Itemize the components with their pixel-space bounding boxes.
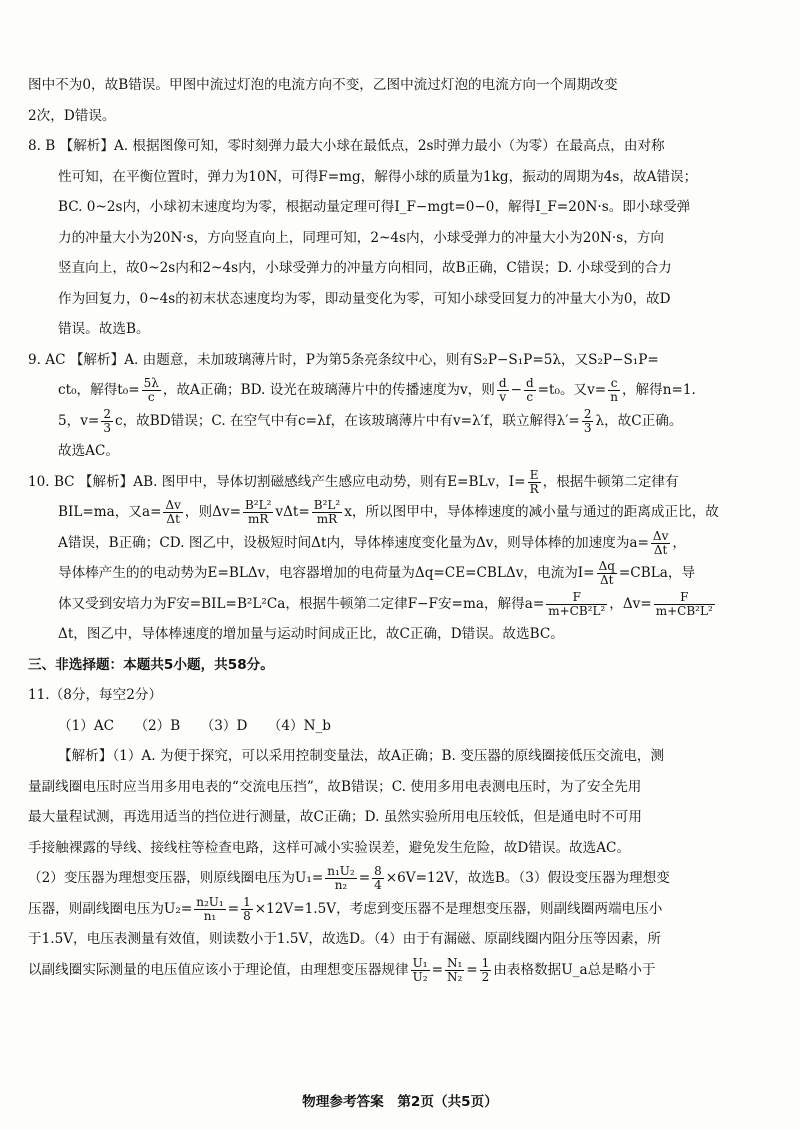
fraction: $\frac{\text{B²L²}}{mR}$ — [244, 498, 272, 526]
answer-line: （1）AC （2）B （3）D （4）N_b — [58, 717, 332, 734]
text-line: Δt，图乙中，导体棒速度的增加量与运动时间成正比，故C正确，D错误。故选BC。 — [58, 626, 564, 642]
text-line: 8. B 【解析】A. 根据图像可知，零时刻弹力最大小球在最低点，2s时弹力最小（为零）在最高点，由对称 — [28, 138, 665, 154]
text-line: 于1.5V，电压表测量有效值，则读数小于1.5V，故选D。（4）由于有漏磁、原副线圈内阻分压等因素，所 — [28, 931, 661, 947]
text-line: A错误，B正确；CD. 图乙中，设极短时间Δt内，导体棒速度变化量为Δv，则导体棒的加速度为a= $\frac{\Delta v}{\Delta t}$ ， — [58, 528, 686, 557]
fraction: $\frac{c}{n}$ — [610, 376, 618, 404]
text-line: 最大量程试测，再选用适当的挡位进行测量，故C正确；D. 虽然实验所用电压较低，但是通电时不可用 — [28, 809, 642, 825]
fraction: $\frac{1}{2}$ — [481, 955, 490, 984]
fraction: $\frac{F}{\text{m+CB²L²}}$ — [548, 589, 606, 618]
text-line: 压器，则副线圈电压为U₂= $\frac{\text{n₂U₁}}{\text{n₁}}$ = $\frac{1}{8}$ ×12V=1.5V，考虑到变压器不是理想变压器，则副线圈两端电压小 — [28, 894, 663, 923]
fraction: $\frac{1}{8}$ — [243, 894, 251, 923]
text-line: 作为回复力，0~4s的初末状态速度均为零，即动量变化为零，可知小球受回复力的冲量大小为0，故D — [58, 290, 671, 307]
text-line: BIL=ma，又a= $\frac{\Delta v}{\Delta t}$ ，则Δv= $\frac{\text{B²L²}}{mR}$ vΔt= $\frac{\text{B²L²}}{mR}$ x，所以图甲中，导体棒速度的减小量与通过的距离成正比，故 — [58, 498, 719, 526]
fraction: $\frac{\text{n₂U₁}}{\text{n₁}}$ — [196, 894, 224, 923]
text-line: 手接触裸露的导线、接线柱等检查电路，这样可减小实验误差，避免发生危险，故D错误。故选AC。 — [28, 839, 631, 856]
text-line: 性可知，在平衡位置时，弹力为10N，可得F=mg，解得小球的质量为1kg，振动的周期为4s，故A错误； — [58, 168, 698, 185]
fraction: $\frac{\Delta q}{\Delta t}$ — [598, 559, 615, 587]
text-line: 以副线圈实际测量的电压值应该小于理论值，由理想变压器规律 $\frac{\text{U₁}}{\text{U₂}}$ = $\frac{\text{N₁}}{\text{N₂}}$ = $\frac{1}{2}$ 由表格数据U_a总是略小于 — [28, 955, 656, 984]
text-line: 图中不为0，故B错误。甲图中流过灯泡的电流方向不变，乙图中流过灯泡的电流方向一个周期改变 — [28, 77, 618, 93]
fraction: $\frac{\text{N₁}}{\text{N₂}}$ — [446, 955, 463, 984]
text-line: 导体棒产生的的电动势为E=BLΔv，电容器增加的电荷量为Δq=CE=CBLΔv，电流为I= $\frac{\Delta q}{\Delta t}$ =CBLa，导 — [58, 559, 696, 587]
fraction: $\frac{d}{v}$ — [498, 376, 507, 404]
fraction: $\frac{2}{3}$ — [103, 406, 111, 435]
answer-content — [28, 70, 776, 985]
text-line: 故选AC。 — [58, 443, 119, 459]
text-line: BC. 0~2s内，小球初末速度均为零，根据动量定理可得I_F−mgt=0−0，解得I_F=20N·s。即小球受弹 — [58, 199, 691, 215]
fraction: $\frac{d}{c}$ — [525, 376, 534, 404]
page-footer: 物理参考答案 第2页（共5页） — [302, 1094, 498, 1110]
section-heading: 三、非选择题：本题共5小题，共58分。 — [28, 656, 274, 673]
fraction: $\frac{\text{B²L²}}{mR}$ — [313, 498, 341, 526]
fraction: $\frac{E}{R}$ — [529, 467, 539, 496]
fraction: $\frac{F}{\text{m+CB²L²}}$ — [655, 589, 713, 618]
text-line: 力的冲量大小为20N·s，方向竖直向上，同理可知，2~4s内，小球受弹力的冲量大小为20N·s，方向 — [58, 229, 665, 246]
text-line: 【解析】（1）A. 为便于探究，可以采用控制变量法，故A正确；B. 变压器的原线圈接低压交流电，测 — [58, 748, 665, 764]
text-line: ct₀，解得t₀= $\frac{5\lambda}{c}$ ，故A正确；BD. 设光在玻璃薄片中的传播速度为v，则 $\frac{d}{v}$ − $\frac{d}{c}$ =t₀。又v= $\frac{c}{n}$ ，解得n=1. — [58, 376, 696, 404]
text-line: 2次，D错误。 — [28, 107, 116, 124]
fraction: $\frac{2}{3}$ — [583, 406, 592, 435]
question-9 — [28, 345, 776, 467]
fraction: $\frac{\text{n₁U₂}}{\text{n₂}}$ — [327, 864, 355, 892]
text-line: 错误。故选B。 — [58, 321, 150, 337]
fraction: $\frac{\Delta v}{\Delta t}$ — [652, 528, 669, 557]
text-line: 9. AC 【解析】A. 由题意，未加玻璃薄片时，P为第5条亮条纹中心，则有S₂P−S₁P=5λ，又S₂P−S₁P= — [28, 351, 659, 368]
question-8 — [28, 131, 776, 345]
fraction: $\frac{5\lambda}{c}$ — [143, 376, 159, 404]
question-11 — [28, 680, 776, 985]
text-line: 11.（8分，每空2分） — [28, 687, 163, 703]
fraction: $\frac{\Delta v}{\Delta t}$ — [165, 498, 181, 526]
fraction: $\frac{\text{U₁}}{\text{U₂}}$ — [412, 955, 428, 984]
text-line: 量副线圈电压时应当用多用电表的“交流电压挡”，故B错误；C. 使用多用电表测电压时，为了安全先用 — [28, 778, 642, 795]
text-line: 竖直向上，故0~2s内和2~4s内，小球受弹力的冲量方向相同，故B正确，C错误；D. 小球受到的合力 — [58, 260, 672, 276]
question-10 — [28, 467, 776, 650]
text-line: （2）变压器为理想变压器，则原线圈电压为U₁= $\frac{\text{n₁U₂}}{\text{n₂}}$ = $\frac{8}{4}$ ×6V=12V，故选B。（3）假设变压器为理想变 — [28, 864, 670, 892]
fraction: $\frac{8}{4}$ — [374, 864, 382, 892]
text-line: 5，v= $\frac{2}{3}$ c，故BD错误；C. 在空气中有c=λf，在该玻璃薄片中有v=λ′f，联立解得λ′= $\frac{2}{3}$ λ，故C正确。 — [58, 406, 683, 435]
text-line: 体又受到安培力为F安=BIL=B²L²Ca，根据牛顿第二定律F−F安=ma，解得a= $\frac{F}{\text{m+CB²L²}}$ ，Δv= $\frac{F}{\text{m+CB²L²}}$ — [58, 589, 713, 618]
text-line: 10. BC 【解析】AB. 图甲中，导体切割磁感线产生感应电动势，则有E=BLv，I= $\frac{E}{R}$ ，根据牛顿第二定律有 — [28, 467, 679, 496]
